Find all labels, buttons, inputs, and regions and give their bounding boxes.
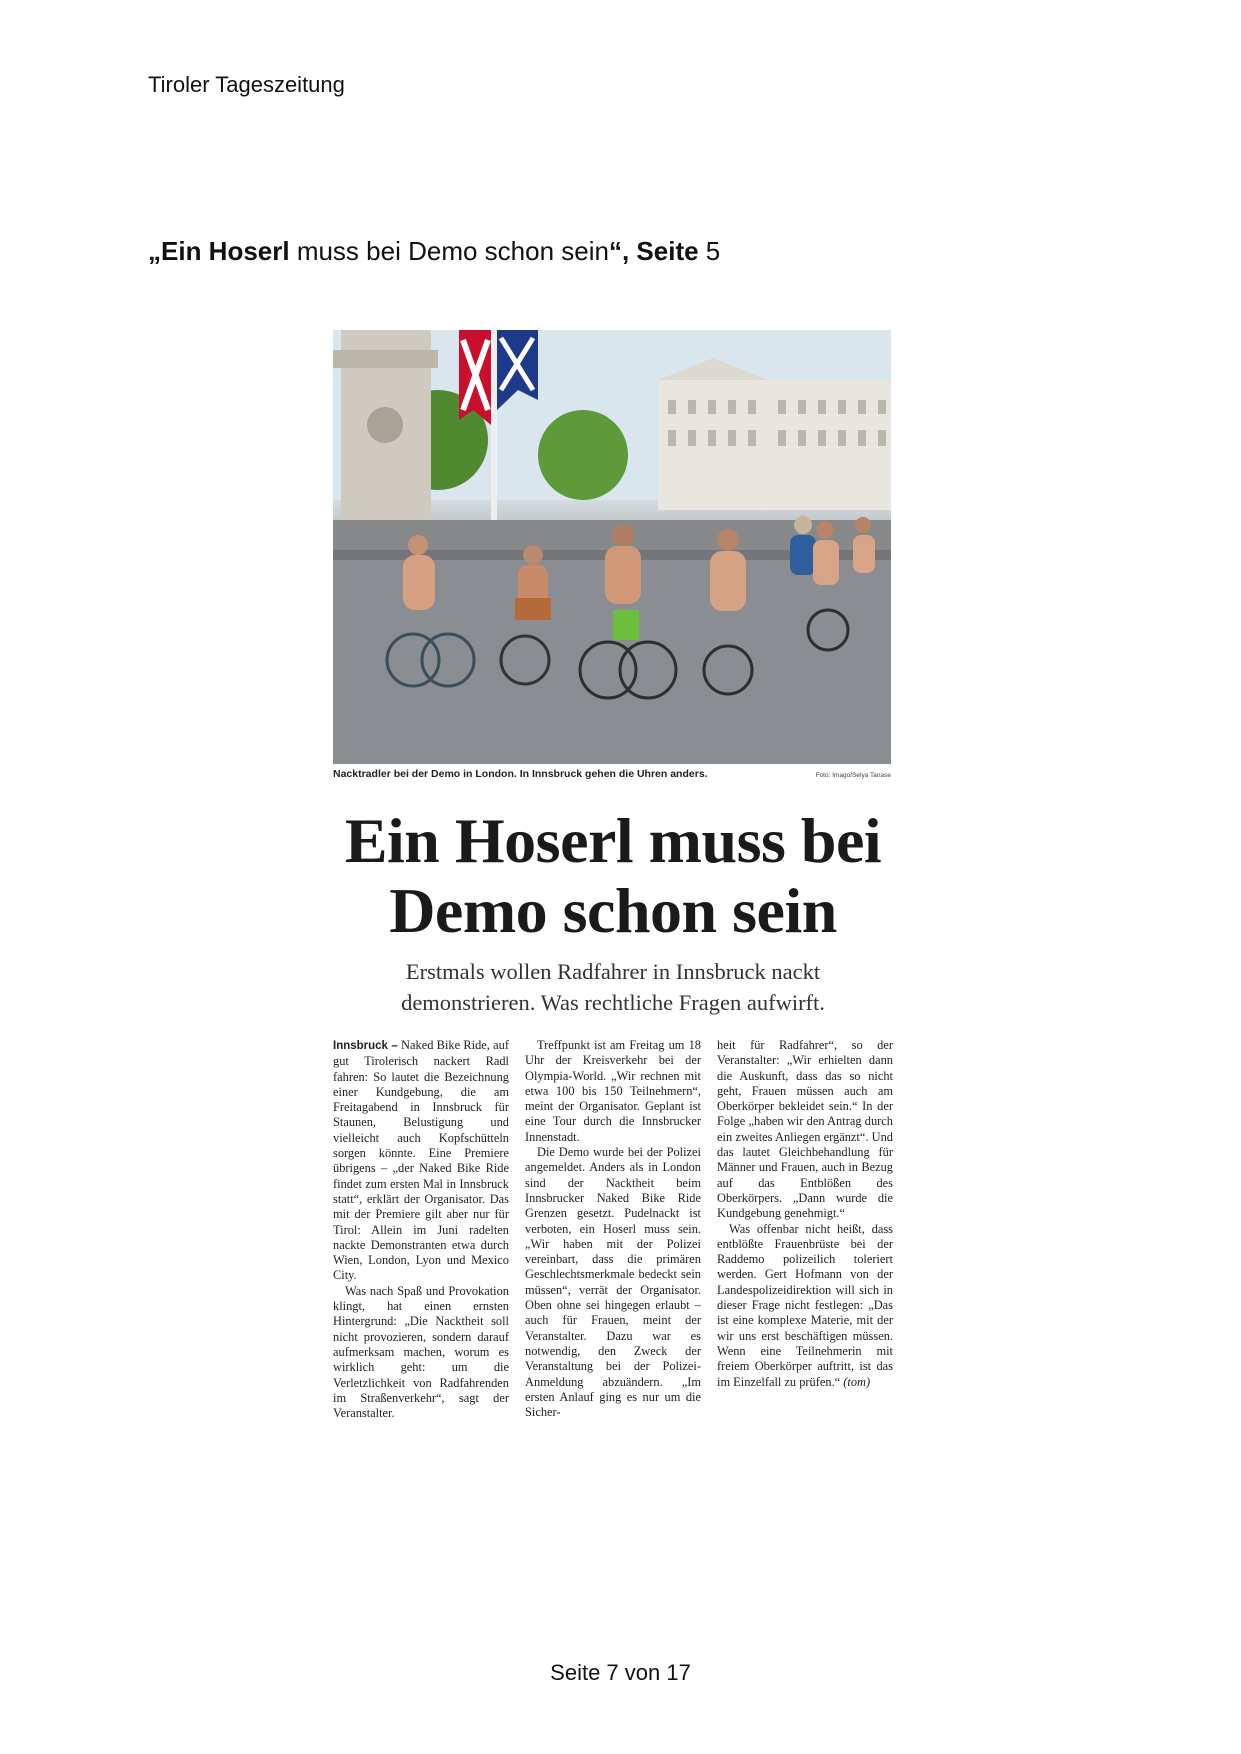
photo-caption: Nacktradler bei der Demo in London. In Innsbruck gehen die Uhren anders. bbox=[333, 768, 708, 780]
subline-line-2: demonstrieren. Was rechtliche Fragen aufwirft. bbox=[401, 990, 825, 1015]
ref-page-number: 5 bbox=[698, 236, 721, 266]
article-subline bbox=[333, 956, 893, 1018]
column-3-paragraph-1: heit für Radfahrer“, so der Veranstalter: „Wir erhielten dann die Auskunft, dass das so nicht geht, Frauen müssen auch am Oberkörper bekleidet sein.“ In der Folge „haben wir den Antrag durch ein zweites Anliegen ergänzt“. Und das lautet Gleichbehandlung für Männer und Frauen, auch in Bezug auf das Entblößen des Oberkörpers. „Dann wurde die Kundgebung genehmigt.“ bbox=[717, 1038, 893, 1221]
article-column-3 bbox=[717, 1038, 893, 1421]
article-headline bbox=[333, 806, 893, 946]
column-1-paragraph-1 bbox=[333, 1038, 509, 1284]
column-1-paragraph-1-text: Naked Bike Ride, auf gut Tirolerisch nackert Radl fahren: So lautet die Bezeichnung einer Kundgebung, die am Freitagabend in Innsbruck für Staunen, Belustigung und vielleicht auch Kopfschütteln sorgen könnte. Eine Premiere übrigens – „der Naked Bike Ride findet zum ersten Mal in Innsbruck statt“, erklärt der Organisator. Das mit der Premiere gilt aber nur für Tirol: Allein im Juni radelten nackte Demonstranten etwa durch Wien, London, Lyon und Mexico City. bbox=[333, 1038, 509, 1283]
photo-icon bbox=[333, 330, 891, 764]
headline-line-2: Demo schon sein bbox=[389, 875, 837, 946]
subline-line-1: Erstmals wollen Radfahrer in Innsbruck nackt bbox=[405, 959, 821, 984]
article-column-2 bbox=[525, 1038, 701, 1421]
dateline: Innsbruck – bbox=[333, 1040, 398, 1052]
publication-name: Tiroler Tageszeitung bbox=[148, 72, 345, 97]
author-signature: (tom) bbox=[843, 1374, 871, 1389]
article-reference bbox=[148, 236, 720, 267]
photo-caption-row bbox=[333, 768, 891, 780]
column-3-paragraph-2 bbox=[717, 1222, 893, 1390]
column-1-paragraph-2: Was nach Spaß und Provokation klingt, hat einen ernsten Hintergrund: „Die Nacktheit soll nicht provozieren, sondern darauf aufmerksam machen, worum es wirklich geht: um die Verletzlichkeit von Radfahrenden im Straßenverkehr“, sagt der Veranstalter. bbox=[333, 1283, 509, 1421]
page-number-footer: Seite 7 von 17 bbox=[550, 1660, 691, 1685]
column-3-paragraph-2-text: Was offenbar nicht heißt, dass entblößte Frauenbrüste bei der Raddemo polizeilich toleriert werden. Gert Hofmann von der Landespolizeidirektion will sich in dieser Frage nicht festlegen: „Das ist eine komplexe Materie, mit der wir uns erst beschäftigen müssen. Wenn eine Teilnehmerin mit freiem Oberkörper auftritt, ist das im Einzelfall zu prüfen.“ bbox=[717, 1221, 893, 1389]
ref-title-rest: muss bei Demo schon sein bbox=[289, 236, 609, 266]
photo-credit: Foto: Imago/Selya Tanase bbox=[815, 772, 891, 779]
ref-bold-start: „Ein Hoserl bbox=[148, 236, 290, 266]
article-body bbox=[333, 1038, 893, 1421]
ref-bold-end: “, Seite bbox=[608, 236, 699, 266]
newspaper-clipping bbox=[333, 330, 893, 1421]
article-column-1 bbox=[333, 1038, 509, 1421]
article-photo bbox=[333, 330, 891, 764]
column-2-paragraph-2: Die Demo wurde bei der Polizei angemeldet. Anders als in London sind der Nacktheit beim Innsbrucker Naked Bike Ride Grenzen gesetzt. Pudelnackt ist verboten, ein Hoserl muss sein. „Wir haben mit der Polizei vereinbart, dass die primären Geschlechtsmerkmale bedeckt sein müssen“, verrät der Organisator. Oben ohne sei hingegen erlaubt – auch für Frauen, meint der Veranstalter. Dazu war es notwendig, den Zweck der Veranstaltung bei der Polizei-Anmeldung abzuändern. „Im ersten Anlauf ging es nur um die Sicher- bbox=[525, 1145, 701, 1420]
column-2-paragraph-1: Treffpunkt ist am Freitag um 18 Uhr der Kreisverkehr bei der Olympia-World. „Wir rechnen mit etwa 100 bis 150 Teilnehmern“, meint der Organisator. Geplant ist eine Tour durch die Innsbrucker Innenstadt. bbox=[525, 1038, 701, 1144]
headline-line-1: Ein Hoserl muss bei bbox=[344, 805, 882, 876]
